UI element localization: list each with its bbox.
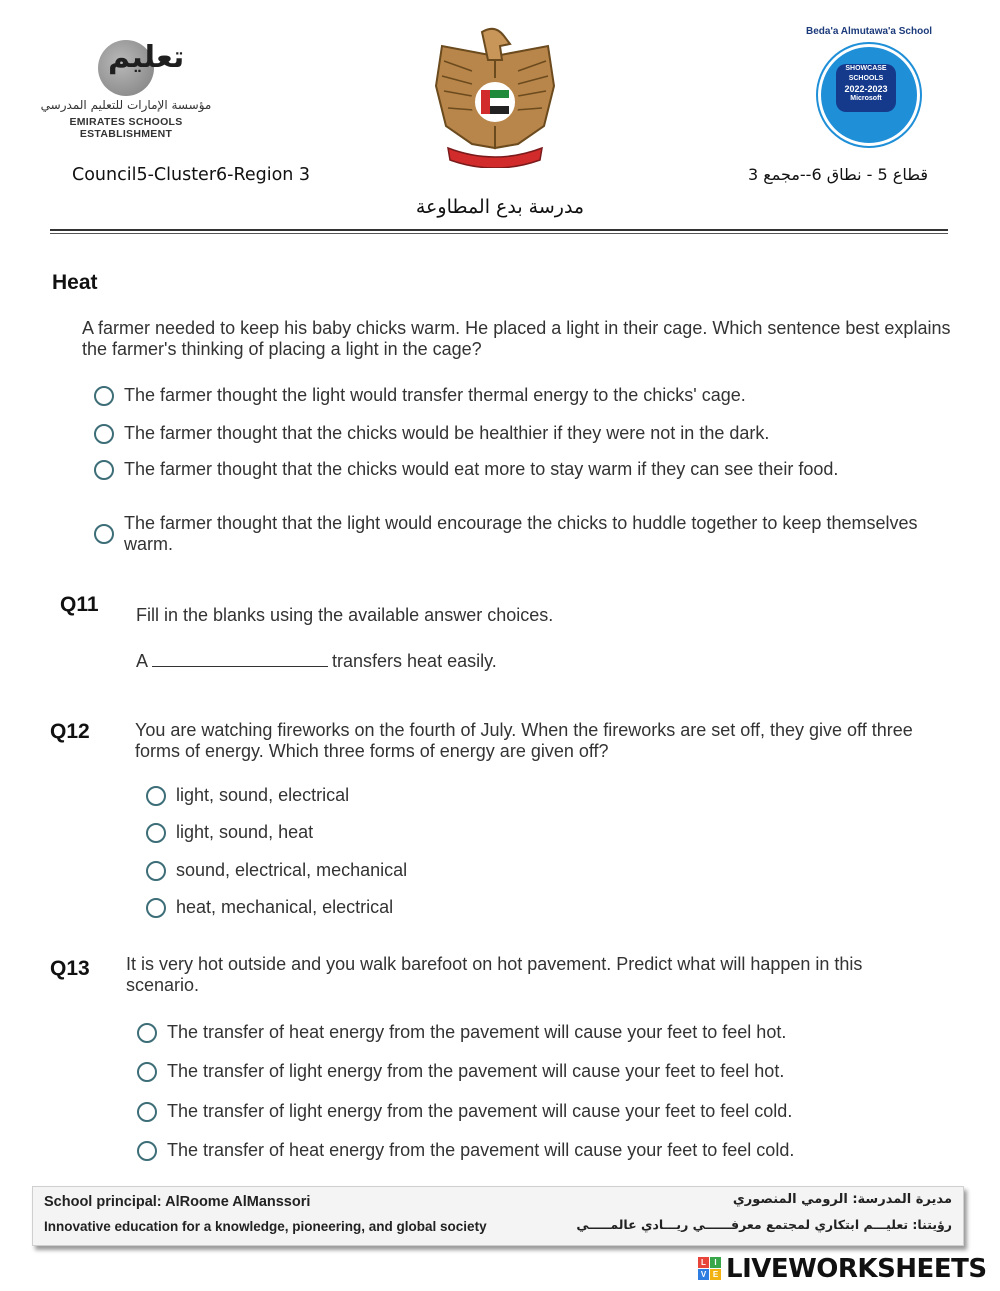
question-farmer: A farmer needed to keep his baby chicks warm. He placed a light in their cage. Which sentence best explains the farmer's thinking of placing a light in the cage?: [82, 318, 951, 359]
question-number-q11: Q11: [60, 593, 99, 616]
question-number-q13: Q13: [50, 957, 90, 980]
q12-question: You are watching fireworks on the fourth of July. When the fireworks are set off, they give off three forms of energy. Which three forms of energy are given off?: [135, 720, 913, 761]
radio-button[interactable]: [94, 386, 114, 406]
option-text: sound, electrical, mechanical: [176, 860, 408, 880]
fill-in-blank[interactable]: [152, 648, 328, 667]
option-text: The transfer of light energy from the pavement will cause your feet to feel cold.: [167, 1101, 793, 1121]
option-text: The transfer of heat energy from the pavement will cause your feet to feel cold.: [167, 1140, 795, 1160]
badge-center: [836, 64, 896, 112]
logo-arabic-name: مؤسسة الإمارات للتعليم المدرسي: [40, 98, 212, 112]
radio-button[interactable]: [137, 1102, 157, 1122]
logo-english-name: EMIRATES SCHOOLS ESTABLISHMENT: [69, 116, 183, 140]
radio-button[interactable]: [94, 460, 114, 480]
icon-letter-e: E: [710, 1269, 721, 1280]
footer-principal-arabic: مديرة المدرسة: الرومي المنصوري: [732, 1192, 952, 1207]
option-text: The farmer thought that the chicks would eat more to stay warm if they can see their food.: [124, 459, 839, 479]
answer-option[interactable]: [146, 897, 393, 918]
radio-button[interactable]: [146, 786, 166, 806]
badge-year: 2022-2023: [844, 84, 888, 94]
uae-emblem-icon: [432, 26, 558, 168]
badge-school-name: Beda'a Almutawa'a School: [806, 26, 933, 37]
header-divider: [50, 229, 948, 231]
icon-letter-i: I: [710, 1257, 721, 1268]
answer-option[interactable]: [137, 1101, 792, 1122]
radio-button[interactable]: [94, 424, 114, 444]
radio-button[interactable]: [137, 1062, 157, 1082]
q13-question: It is very hot outside and you walk barefoot on hot pavement. Predict what will happen in this scenario.: [126, 954, 863, 995]
footer-vision: Innovative education for a knowledge, pioneering, and global society: [44, 1219, 487, 1234]
radio-button[interactable]: [146, 898, 166, 918]
badge-microsoft: Microsoft: [850, 95, 882, 102]
answer-option[interactable]: [94, 423, 954, 444]
q11-sentence: [136, 648, 497, 672]
uae-emblem: [432, 26, 558, 168]
header-divider-thin: [50, 233, 948, 234]
option-text: The farmer thought the light would transfer thermal energy to the chicks' cage.: [124, 385, 746, 405]
footer-principal: School principal: AlRoome AlManssori: [44, 1194, 311, 1210]
liveworksheets-logo: [698, 1254, 987, 1284]
icon-letter-v: V: [698, 1269, 709, 1280]
option-text: light, sound, heat: [176, 822, 314, 842]
liveworksheets-icon: [698, 1257, 722, 1281]
q11-instruction: Fill in the blanks using the available answer choices.: [136, 605, 554, 625]
radio-button[interactable]: [146, 861, 166, 881]
question-number-q12: Q12: [50, 720, 90, 743]
section-title: Heat: [52, 271, 98, 294]
answer-option[interactable]: [94, 385, 954, 406]
liveworksheets-wordmark: LIVEWORKSHEETS: [726, 1254, 987, 1284]
option-text: The transfer of heat energy from the pavement will cause your feet to feel hot.: [167, 1022, 787, 1042]
council-cluster-region: Council5-Cluster6-Region 3: [72, 165, 311, 185]
answer-option[interactable]: [146, 860, 407, 881]
council-cluster-region-arabic: قطاع 5 - نطاق 6--مجمع 3: [747, 165, 928, 184]
school-name-arabic: مدرسة بدع المطاوعة: [415, 196, 585, 218]
icon-letter-l: L: [698, 1257, 709, 1268]
q11-sentence-start: A: [136, 651, 149, 671]
logo-word: تعليم: [108, 40, 185, 75]
radio-button[interactable]: [94, 524, 114, 544]
radio-button[interactable]: [137, 1141, 157, 1161]
radio-button[interactable]: [146, 823, 166, 843]
answer-option[interactable]: [94, 459, 924, 480]
option-text: The farmer thought that the chicks would be healthier if they were not in the dark.: [124, 423, 770, 443]
q11-sentence-end: transfers heat easily.: [332, 651, 497, 671]
radio-button[interactable]: [137, 1023, 157, 1043]
option-text: The farmer thought that the light would encourage the chicks to huddle together to keep themselves warm.: [124, 513, 918, 554]
school-showcase-badge: [796, 26, 942, 144]
answer-option[interactable]: [94, 513, 954, 555]
answer-option[interactable]: [137, 1140, 794, 1161]
option-text: heat, mechanical, electrical: [176, 897, 394, 917]
answer-option[interactable]: [146, 822, 313, 843]
answer-option[interactable]: [146, 785, 349, 806]
emirates-schools-logo: [28, 36, 224, 140]
option-text: light, sound, electrical: [176, 785, 350, 805]
badge-line1: SHOWCASE SCHOOLS: [845, 65, 887, 82]
answer-option[interactable]: [137, 1022, 786, 1043]
answer-option[interactable]: [137, 1061, 784, 1082]
footer-vision-arabic: رؤيتنا: تعليـــم ابتكاري لمجتمع معرفــــــي ريـــادي عالمـــــي: [576, 1217, 952, 1232]
option-text: The transfer of light energy from the pavement will cause your feet to feel hot.: [167, 1061, 785, 1081]
